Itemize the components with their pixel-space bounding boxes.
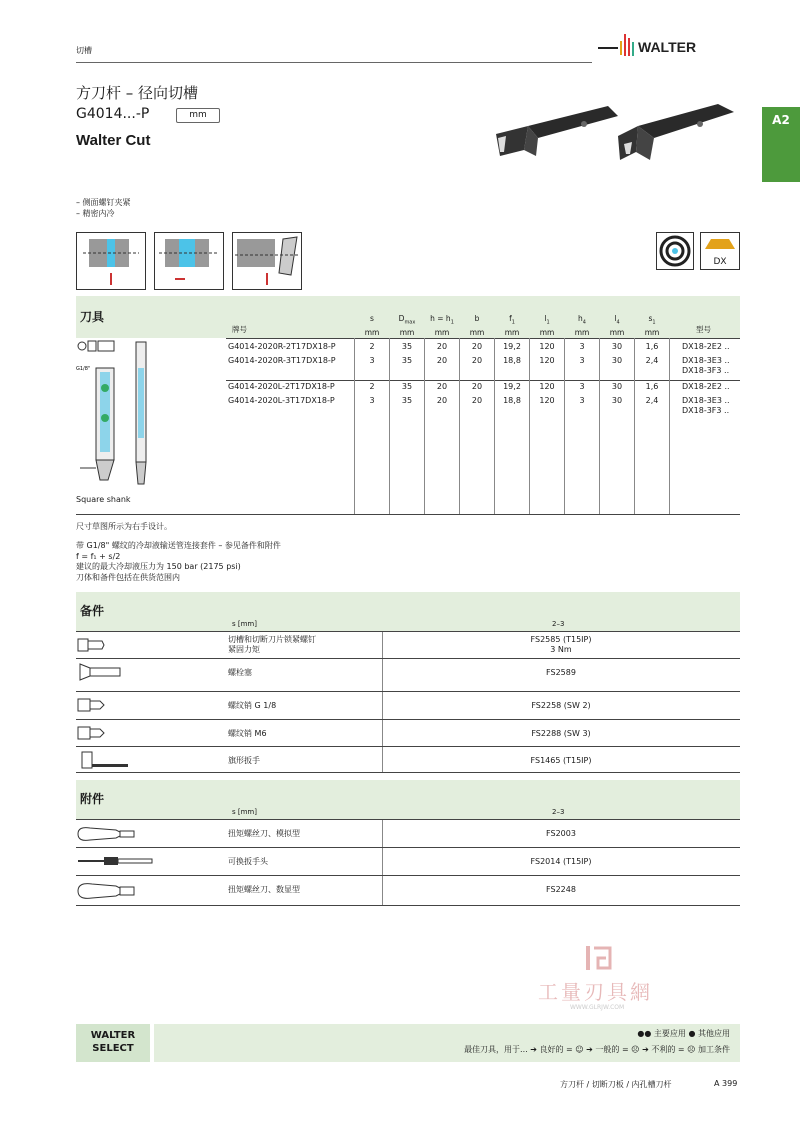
row-type: DX18-3E3 ..	[682, 396, 730, 405]
row-cell: 19,2	[503, 342, 521, 351]
spare-label	[228, 668, 252, 678]
tools-title: 刀具	[80, 310, 105, 324]
watermark-text: 工量刃具網	[538, 980, 653, 1004]
row-cell: 35	[401, 382, 413, 391]
row-cell: 30	[611, 396, 623, 405]
spare-label	[228, 729, 267, 739]
spare-label-line: 紧固力矩	[228, 645, 260, 654]
row-designation: G4014-2020R-2T17DX18-P	[228, 342, 336, 351]
row-type: DX18-3E3 ..	[682, 356, 730, 365]
col-header	[356, 314, 388, 337]
col-header	[391, 314, 423, 337]
accessory-value: FS2014 (T15IP)	[530, 857, 592, 866]
insert-icon	[700, 232, 740, 270]
column-divider	[459, 338, 460, 514]
note-right-hand: 尺寸草图所示为右手设计。	[76, 522, 172, 531]
row-cell: 18,8	[503, 396, 521, 405]
accessory-label: 可换扳手头	[228, 857, 268, 866]
row-cell: 120	[539, 382, 555, 391]
spare-part-icon	[76, 723, 136, 747]
col-subscript: 1	[511, 319, 515, 326]
accessories-title: 附件	[80, 792, 105, 806]
product-image	[488, 94, 748, 184]
page-number: A 399	[714, 1079, 738, 1088]
col-subscript: 1	[450, 319, 454, 326]
col-header	[426, 314, 458, 337]
col-symbol: f	[509, 314, 512, 323]
row-cell: 3	[579, 342, 585, 351]
col-unit: mm	[539, 327, 555, 337]
col-designation: 牌号	[232, 325, 247, 334]
spare-value	[382, 729, 740, 739]
row-designation: G4014-2020L-2T17DX18-P	[228, 382, 335, 391]
note-line: 带 G1/8" 螺纹的冷却液输送管连接套件 – 参见备件和附件	[76, 541, 281, 550]
spare-value	[382, 668, 740, 678]
row-designation: G4014-2020L-3T17DX18-P	[228, 396, 335, 405]
product-code: G4014...-P	[76, 106, 150, 122]
column-divider	[529, 338, 530, 514]
row-cell: 3	[369, 356, 375, 365]
row-cell: 20	[436, 356, 448, 365]
row-cell: 20	[436, 382, 448, 391]
spare-label	[228, 701, 276, 711]
row-cell: 30	[611, 342, 623, 351]
spare-part-icon	[76, 635, 136, 659]
col-symbol: h	[578, 314, 583, 323]
col-symbol: D	[398, 314, 405, 323]
column-divider	[494, 338, 495, 514]
accessory-value: FS2003	[546, 829, 576, 838]
row-type: DX18-2E2 ..	[682, 342, 730, 351]
spare-label-line: 切槽和切断刀片锁紧螺钉	[228, 635, 316, 644]
col-symbol: b	[474, 314, 480, 323]
legend-conditions: 最佳刀具，用于... ➔ 良好的 = ☺ ➔ 一般的 = ☹ ➔ 不利的 = ☹ 加工条件	[464, 1045, 730, 1054]
row-type: DX18-3F3 ..	[682, 366, 730, 375]
spare-row	[76, 659, 740, 692]
row-cell: 2	[369, 342, 375, 351]
application-pictogram	[154, 232, 224, 290]
note-line: 建议的最大冷却液压力为 150 bar (2175 psi)	[76, 562, 241, 571]
column-divider	[389, 338, 390, 514]
walter-select-badge[interactable]	[76, 1024, 150, 1062]
col-unit: mm	[504, 327, 520, 337]
spare-value-line: FS2258 (SW 2)	[531, 701, 591, 710]
row-cell: 19,2	[503, 382, 521, 391]
spare-value-line: 3 Nm	[550, 645, 572, 654]
col-unit: mm	[434, 327, 450, 337]
legend-bar	[154, 1024, 740, 1062]
feature-list	[76, 197, 131, 219]
unit-badge: mm	[176, 108, 220, 123]
shank-label: Square shank	[76, 495, 131, 504]
col-subscript: 1	[546, 319, 550, 326]
section-tab[interactable]: A2	[762, 107, 800, 182]
select-line: WALTER	[90, 1030, 136, 1041]
row-cell: 120	[539, 396, 555, 405]
col-unit: mm	[469, 327, 485, 337]
row-cell: 2,4	[645, 396, 659, 405]
col-header	[636, 314, 668, 337]
column-divider	[564, 338, 565, 514]
col-unit: mm	[399, 327, 415, 337]
col-header	[461, 314, 493, 337]
row-cell: 2,4	[645, 356, 659, 365]
page-description: 方刀杆 / 切断刀板 / 内孔槽刀杆	[560, 1080, 672, 1089]
spares-col-s: s [mm]	[232, 620, 257, 628]
watermark-url: WWW.GLRJW.COM	[570, 1004, 625, 1011]
row-type: DX18-2E2 ..	[682, 382, 730, 391]
accessories-header	[76, 780, 740, 820]
application-pictogram	[76, 232, 146, 290]
spare-part-icon	[76, 662, 136, 686]
header-divider	[76, 62, 592, 63]
col-subscript: 4	[616, 319, 620, 326]
spares-title: 备件	[80, 604, 105, 618]
spare-row	[76, 720, 740, 747]
row-cell: 20	[436, 396, 448, 405]
spare-part-icon	[76, 750, 136, 776]
spare-value-line: FS2589	[546, 668, 576, 677]
col-header	[566, 314, 598, 337]
column-divider	[354, 338, 355, 514]
page-title: 方刀杆 – 径向切槽	[76, 84, 199, 102]
spare-value	[382, 756, 740, 766]
spare-row	[76, 747, 740, 773]
col-unit: mm	[609, 327, 625, 337]
spare-value	[382, 635, 740, 655]
spare-value	[382, 701, 740, 711]
accessory-icon	[76, 852, 136, 871]
row-cell: 120	[539, 342, 555, 351]
row-cell: 30	[611, 382, 623, 391]
spare-label	[228, 756, 260, 766]
col-header	[496, 314, 528, 337]
coolant-icon	[656, 232, 694, 270]
row-cell: 35	[401, 342, 413, 351]
row-cell: 1,6	[645, 342, 659, 351]
accessory-label: 扭矩螺丝刀、数显型	[228, 885, 300, 894]
col-subscript: 4	[582, 319, 586, 326]
insert-label: DX	[713, 257, 727, 267]
accessory-label: 扭矩螺丝刀、模拟型	[228, 829, 300, 838]
spare-row	[76, 692, 740, 720]
column-divider	[669, 338, 670, 514]
column-divider	[424, 338, 425, 514]
row-designation: G4014-2020R-3T17DX18-P	[228, 356, 336, 365]
row-cell: 120	[539, 356, 555, 365]
spare-value-line: FS2288 (SW 3)	[531, 729, 591, 738]
col-unit: mm	[574, 327, 590, 337]
accessory-icon	[76, 824, 136, 848]
watermark-logo	[580, 944, 620, 974]
col-header	[601, 314, 633, 337]
column-divider	[599, 338, 600, 514]
accessory-row	[76, 876, 740, 906]
col-header	[531, 314, 563, 337]
col-symbol: l	[544, 314, 547, 323]
tool-drawing-side	[132, 338, 162, 488]
row-cell: 18,8	[503, 356, 521, 365]
col-unit: mm	[364, 327, 380, 337]
row-cell: 20	[471, 396, 483, 405]
accessory-row	[76, 820, 740, 848]
col-subscript: max	[404, 319, 416, 326]
col-symbol: s	[370, 314, 374, 323]
accessory-value: FS2248	[546, 885, 576, 894]
feature-item: – 精密内冷	[76, 209, 115, 218]
row-cell: 30	[611, 356, 623, 365]
product-line: Walter Cut	[76, 132, 151, 149]
row-cell: 20	[471, 356, 483, 365]
col-unit: mm	[644, 327, 660, 337]
notes-block	[76, 541, 281, 583]
spares-col-v: 2–3	[552, 620, 565, 628]
spare-row	[76, 632, 740, 659]
row-cell: 1,6	[645, 382, 659, 391]
spare-label	[228, 635, 316, 655]
accessory-icon	[76, 880, 136, 906]
row-cell: 3	[369, 396, 375, 405]
spare-label-line: 旗形扳手	[228, 756, 260, 765]
spare-label-line: 螺纹销 G 1/8	[228, 701, 277, 710]
row-cell: 3	[579, 396, 585, 405]
acc-col-s: s [mm]	[232, 808, 257, 816]
spare-label-line: 螺纹销 M6	[228, 729, 267, 738]
col-symbol: h = h	[430, 314, 451, 323]
row-cell: 35	[401, 396, 413, 405]
note-line: f = f₁ + s/2	[76, 551, 121, 561]
acc-col-v: 2–3	[552, 808, 565, 816]
brand-text: WALTER	[638, 39, 697, 55]
row-type: DX18-3F3 ..	[682, 406, 730, 415]
category-label: 切槽	[76, 46, 92, 55]
col-subscript: 1	[652, 319, 656, 326]
dim-g18: G1/8"	[76, 366, 91, 372]
spare-label-line: 螺栓塞	[228, 668, 252, 677]
legend-application: ●● 主要应用 ● 其他应用	[637, 1029, 730, 1038]
row-cell: 2	[369, 382, 375, 391]
spare-part-icon	[76, 695, 136, 719]
row-cell: 3	[579, 356, 585, 365]
row-cell: 35	[401, 356, 413, 365]
select-line: SELECT	[92, 1043, 134, 1054]
walter-logo	[598, 30, 740, 60]
col-symbol: l	[614, 314, 617, 323]
note-line: 刀体和备件包括在供货范围内	[76, 572, 180, 582]
col-type: 型号	[696, 325, 711, 334]
spares-header	[76, 592, 740, 632]
feature-item: – 侧面螺钉夹紧	[76, 198, 131, 207]
spare-value-line: FS1465 (T15IP)	[530, 756, 592, 765]
tools-table	[76, 296, 740, 516]
accessory-row	[76, 848, 740, 876]
row-cell: 20	[471, 342, 483, 351]
row-cell: 20	[471, 382, 483, 391]
row-cell: 20	[436, 342, 448, 351]
col-symbol: s	[648, 314, 653, 323]
column-divider	[634, 338, 635, 514]
row-cell: 3	[579, 382, 585, 391]
application-pictogram	[232, 232, 302, 290]
spare-value-line: FS2585 (T15IP)	[530, 635, 592, 644]
